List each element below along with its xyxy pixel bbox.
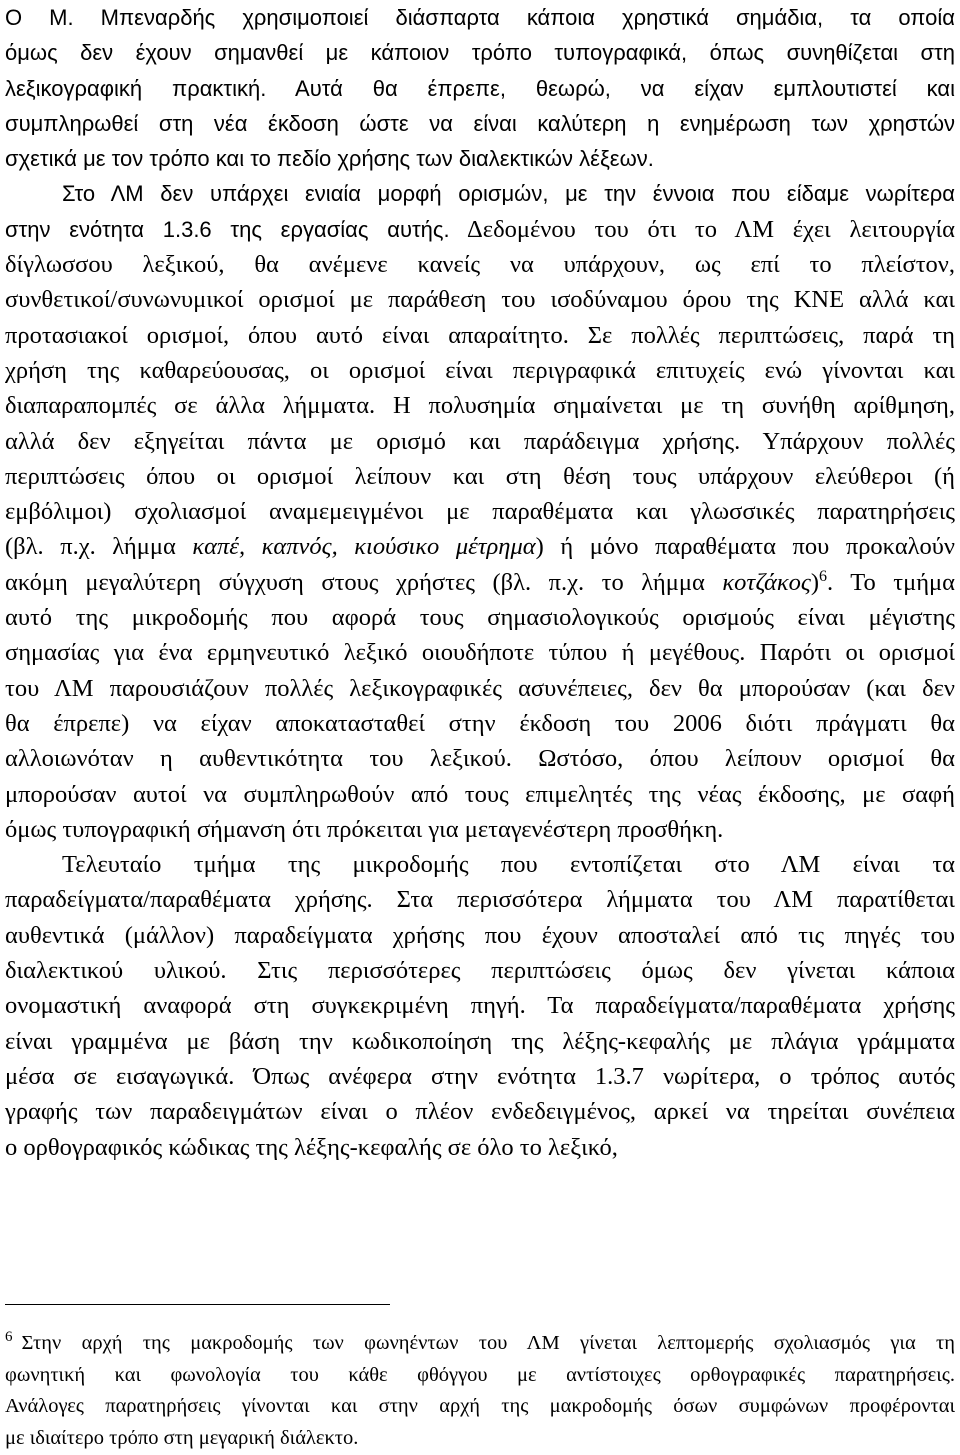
text-segment: ) — [810, 568, 819, 596]
text-line: παραδείγματα/παραθέματα χρήσης. Στα περισσότερα λήμματα του ΛΜ παρατίθεται — [5, 886, 955, 914]
text-line: διαλεκτικού υλικού. Στις περισσότερες περιπτώσεις όμως δεν γίνεται κάποια — [5, 957, 955, 985]
body-text — [5, 0, 955, 1165]
text-line: συνθετικοί/συνωνυμικοί ορισμοί με παράθεση του ισοδύναμου όρου της ΚΝΕ αλλά και — [5, 286, 955, 314]
text-line: Ο Μ. Μπεναρδής χρησιμοποιεί διάσπαρτα κάποια χρηστικά σημάδια, τα οποία — [5, 5, 955, 30]
text-line: Στο ΛΜ δεν υπάρχει ενιαία μορφή ορισμών, με την έννοια που είδαμε νωρίτερα — [62, 181, 955, 207]
italic-lemma-text: καπέ, καπνός, κιούσικο μέτρημα — [192, 533, 536, 561]
text-segment: . Το τμήμα — [827, 568, 955, 596]
text-line: προτασιακοί ορισμοί, όπου αυτό είναι απαραίτητο. Σε πολλές περιπτώσεις, παρά τη — [5, 321, 955, 349]
text-line: χρήση της καθαρεύουσας, οι ορισμοί είναι περιγραφικά επιτυχείς ενώ γίνονται και — [5, 356, 955, 384]
text-segment: στην ενότητα 1.3.6 της εργασίας αυτής. — [5, 216, 450, 242]
text-line: δίγλωσσου λεξικού, θα ανέμενε κανείς να υπάρχουν, ως επί το πλείστον, — [5, 251, 955, 279]
text-line: γραφής των παραδειγμάτων είναι ο πλέον ενδεδειγμένος, αρκεί να τηρείται συνέπεια — [5, 1098, 955, 1126]
text-line: εμβόλιμοι) σχολιασμοί αναμεμειγμένοι με παραθέματα και γλωσσικές παρατηρήσεις — [5, 498, 955, 526]
text-segment: Δεδομένου του ότι το ΛΜ έχει λειτουργία — [449, 215, 955, 243]
text-line — [5, 565, 955, 600]
text-line: σημασίας για ένα ερμηνευτικό λεξικό οιουδήποτε τύπου ή μεγέθους. Παρότι οι ορισμοί — [5, 639, 955, 667]
text-line: ο ορθογραφικός κώδικας της λέξης-κεφαλής σε όλο το λεξικό, — [5, 1133, 618, 1161]
italic-lemma-text: κοτζάκος — [722, 568, 811, 596]
text-line: είναι γραμμένα με βάση την κωδικοποίηση της λέξης-κεφαλής με πλάγια γράμματα — [5, 1027, 955, 1055]
text-line: αυτό της μικροδομής που αφορά τους σημασιολογικούς ορισμούς είναι μέγιστης — [5, 604, 955, 632]
footnote-line: Ανάλογες παρατηρήσεις γίνονται και στην αρχή της μακροδομής όσων συμφώνων προφέρονται — [5, 1395, 955, 1417]
paragraph — [5, 0, 955, 176]
text-segment: ) ή μόνο παραθέματα που προκαλούν — [535, 533, 955, 561]
text-line: θα έπρεπε) να είχαν αποκατασταθεί στην έκδοση του 2006 διότι πράγματι θα — [5, 709, 955, 737]
footnote-line — [5, 1328, 955, 1360]
text-line: ονομαστική αναφορά στη συγκεκριμένη πηγή. Τα παραδείγματα/παραθέματα χρήσης — [5, 992, 955, 1020]
text-line: σχετικά με τον τρόπο και το πεδίο χρήσης των διαλεκτικών λέξεων. — [5, 146, 654, 172]
footnote-separator — [5, 1304, 390, 1305]
paragraph — [5, 847, 955, 1165]
text-line — [5, 212, 955, 247]
paragraph — [5, 176, 955, 847]
text-line: αλλοιωνόταν η αυθεντικότητα του λεξικού. Ωστόσο, όπου λείπουν ορισμοί θα — [5, 745, 955, 773]
text-line: λεξικογραφική πρακτική. Αυτά θα έπρεπε, θεωρώ, να είχαν εμπλουτιστεί και — [5, 75, 955, 101]
text-line: διαπαραπομπές σε άλλα λήμματα. Η πολυσημία σημαίνεται με τη συνήθη αρίθμηση, — [5, 392, 955, 420]
text-segment: (βλ. π.χ. λήμμα — [5, 533, 193, 561]
text-line: περιπτώσεις όπου οι ορισμοί λείπουν και στη θέση τους υπάρχουν ελεύθεροι (ή — [5, 462, 955, 490]
footnote — [5, 1328, 955, 1454]
text-segment: Στην αρχή της μακροδομής των φωνηέντων του ΛΜ γίνεται λεπτομερής σχολιασμός για τη — [21, 1332, 955, 1354]
text-line: μέσα σε εισαγωγικά. Όπως ανέφερα στην ενότητα 1.3.7 νωρίτερα, ο τρόπος αυτός — [5, 1062, 955, 1090]
text-segment: ακόμη μεγαλύτερη σύγχυση στους χρήστες (βλ. π.χ. το λήμμα — [5, 568, 723, 596]
text-line: όμως δεν έχουν σημανθεί με κάποιον τρόπο τυπογραφικά, όπως συνηθίζεται στη — [5, 40, 955, 66]
text-line: συμπληρωθεί στη νέα έκδοση ώστε να είναι καλύτερη η ενημέρωση των χρηστών — [5, 110, 955, 136]
text-line: αλλά δεν εξηγείται πάντα με ορισμό και παράδειγμα χρήσης. Υπάρχουν πολλές — [5, 427, 955, 455]
text-line: αυθεντικά (μάλλον) παραδείγματα χρήσης που έχουν αποσταλεί από τις πηγές του — [5, 921, 955, 949]
text-line: μπορούσαν αυτοί να συμπληρωθούν από τους επιμελητές της νέας έκδοσης, με σαφή — [5, 780, 955, 808]
text-line — [5, 529, 955, 564]
footnote-line: με ιδιαίτερο τρόπο στη μεγαρική διάλεκτο. — [5, 1426, 359, 1449]
text-line: Τελευταίο τμήμα της μικροδομής που εντοπίζεται στο ΛΜ είναι τα — [62, 851, 955, 879]
text-line: όμως τυπογραφική σήμανση ότι πρόκειται για μεταγενέστερη προσθήκη. — [5, 815, 724, 843]
footnote-marker: 6 — [5, 1329, 13, 1345]
footnote-reference: 6 — [819, 567, 827, 585]
text-line: του ΛΜ παρουσιάζουν πολλές λεξικογραφικές ασυνέπειες, δεν θα μπορούσαν (και δεν — [5, 674, 955, 702]
footnote-line: φωνητική και φωνολογία του κάθε φθόγγου με αντίστοιχες ορθογραφικές παρατηρήσεις. — [5, 1363, 955, 1386]
